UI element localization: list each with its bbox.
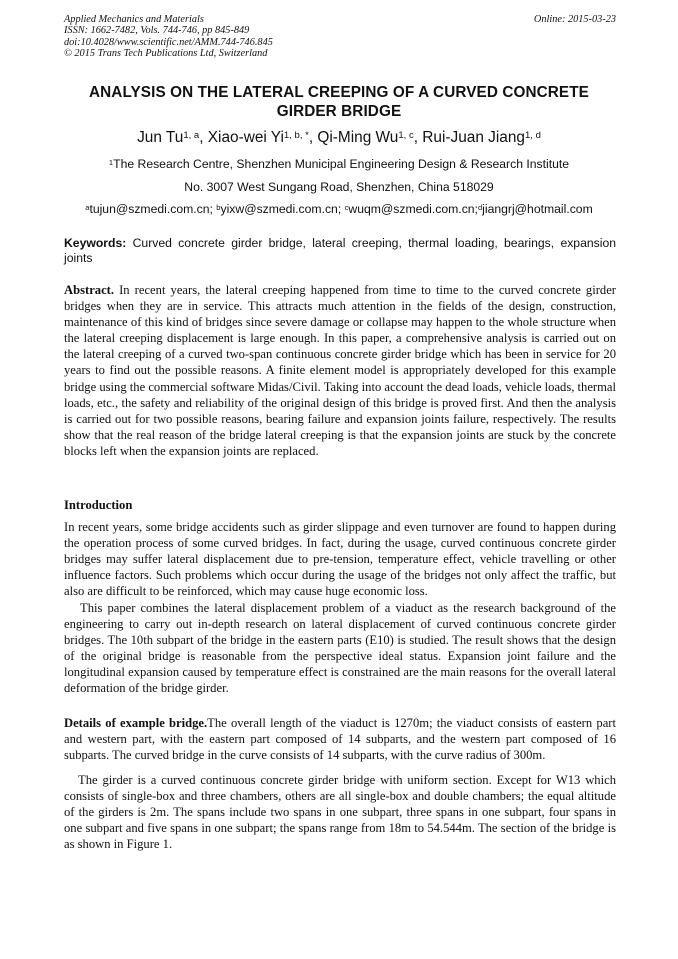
doi-line: doi:10.4028/www.scientific.net/AMM.744-746.845 xyxy=(64,36,273,48)
abstract-text: In recent years, the lateral creeping happened from time to time to the curved concrete girder bridges when they are in service. This attracts much attention in the fields of the design, construction, maintenance of this kind of bridges since severe damage or collapse may happen to the whole structure when the lateral creeping displacement is large enough. In this paper, a comprehensive analysis is carried out on the lateral creeping of a curved two-span continuous concrete girder bridge which has been in service for 20 years to find out the possible reasons. A finite element model is appropriately developed for this example bridge using the commercial software Midas/Civil. Taking into account the dead loads, vehicle loads, thermal loads, etc., the safety and reliability of the original design of this bridge is proved first. And then the analysis is carried out for two possible reasons, bearing failure and expansion joints failure, respectively. The results show that the real reason of the bridge lateral creeping is that the expansion joints are stuck by the concrete blocks left when the expansion joints are replaced. xyxy=(64,283,616,458)
introduction-paragraph-2: This paper combines the lateral displacement problem of a viaduct as the research background of the engineering to carry out in-depth research on lateral displacement of curved continuous concrete girder bridges. The 10th subpart of the bridge in the eastern parts (E10) is studied. The result shows that the design of the original bridge is reasonable from the perspective ideal status. Expansion joint failure and the longitudinal expansion caused by temperature effect is constrained are the main reasons for the overall lateral deformation of the bridge girder. xyxy=(64,601,616,696)
email-address[interactable]: jiangrj@hotmail.com xyxy=(482,202,593,216)
author-affiliation-mark: 1, b, * xyxy=(283,129,309,141)
email-list xyxy=(64,202,614,217)
author-separator: , xyxy=(199,129,208,146)
author-separator: , xyxy=(308,129,318,146)
email-address[interactable]: wuqm@szmedi.com.cn; xyxy=(348,202,478,216)
author-name: Xiao-wei Yi xyxy=(207,129,284,146)
author-list xyxy=(64,128,614,147)
email-address[interactable]: tujun@szmedi.com.cn; xyxy=(89,202,217,216)
email-mark: b xyxy=(216,202,221,212)
author xyxy=(422,129,541,146)
email-address[interactable]: yixw@szmedi.com.cn; xyxy=(220,202,345,216)
affiliation-institute xyxy=(64,157,614,172)
author-separator: , xyxy=(413,129,423,146)
author xyxy=(317,129,422,146)
title-line-1: ANALYSIS ON THE LATERAL CREEPING OF A CURVED CONCRETE xyxy=(89,84,589,101)
author-affiliation-mark: 1, d xyxy=(524,129,541,141)
author-affiliation-mark: 1, c xyxy=(398,129,414,141)
author-name: Qi-Ming Wu xyxy=(317,129,399,146)
author-name: Rui-Juan Jiang xyxy=(422,129,525,146)
affiliation-address: No. 3007 West Sungang Road, Shenzhen, China 518029 xyxy=(184,180,494,194)
details-paragraph-2: The girder is a curved continuous concrete girder bridge with uniform section. Except for W13 which consists of single-box and three chambers, others are all single-box and double chambers; the equal altitude of the girders is 2m. The spans include two spans in one subpart, three spans in one subpart, four spans in one subpart and five spans in one subpart; the spans range from 18m to 54.544m. The section of the bridge is as shown in Figure 1. xyxy=(64,773,616,852)
email-mark: d xyxy=(477,202,483,212)
issn-line: ISSN: 1662-7482, Vols. 744-746, pp 845-849 xyxy=(64,25,250,37)
email-mark: a xyxy=(85,202,90,212)
keywords-label: Keywords: xyxy=(64,236,127,250)
keywords-text: Curved concrete girder bridge, lateral creeping, thermal loading, bearings, expansion joints xyxy=(64,236,617,266)
email-mark: c xyxy=(344,202,349,212)
introduction-paragraph-1: In recent years, some bridge accidents such as girder slippage and even turnover are found to happen during the operation process of some curved bridges. In fact, during the usage, curved continuous concrete girder bridges may suffer lateral displacement due to pre-tension, temperature effect, vehicle travelling or other influence factors. Such problems which occur during the usage of the bridges not only affect the traffic, but also are difficult to be reinforced, which may cause huge economic loss. xyxy=(64,520,616,599)
abstract-block xyxy=(64,282,616,459)
journal-name: Applied Mechanics and Materials xyxy=(64,14,204,25)
details-text: The overall length of the viaduct is 1270m; the viaduct consists of eastern part and western part, with the eastern part composed of 14 subparts, and the western part composed of 16 subparts. The curved bridge in the curve consists of 14 subparts, with the curve radius of 300m. xyxy=(64,716,616,763)
title-line-2: GIRDER BRIDGE xyxy=(276,103,402,120)
affiliation-mark: 1 xyxy=(108,157,114,167)
online-date: Online: 2015-03-23 xyxy=(533,14,616,25)
keywords-block xyxy=(64,236,616,267)
paper-title xyxy=(64,83,614,121)
author xyxy=(208,129,318,146)
details-paragraph-1 xyxy=(64,715,616,763)
copyright-line: © 2015 Trans Tech Publications Ltd, Switzerland xyxy=(64,48,268,60)
author-name: Jun Tu xyxy=(137,129,184,146)
details-label: Details of example bridge. xyxy=(64,716,208,730)
institute-name: The Research Centre, Shenzhen Municipal Engineering Design & Research Institute xyxy=(113,157,570,171)
journal-header xyxy=(64,14,616,60)
author xyxy=(137,129,208,146)
abstract-label: Abstract. xyxy=(64,283,115,297)
author-affiliation-mark: 1, a xyxy=(183,129,200,141)
introduction-heading: Introduction xyxy=(64,498,133,512)
